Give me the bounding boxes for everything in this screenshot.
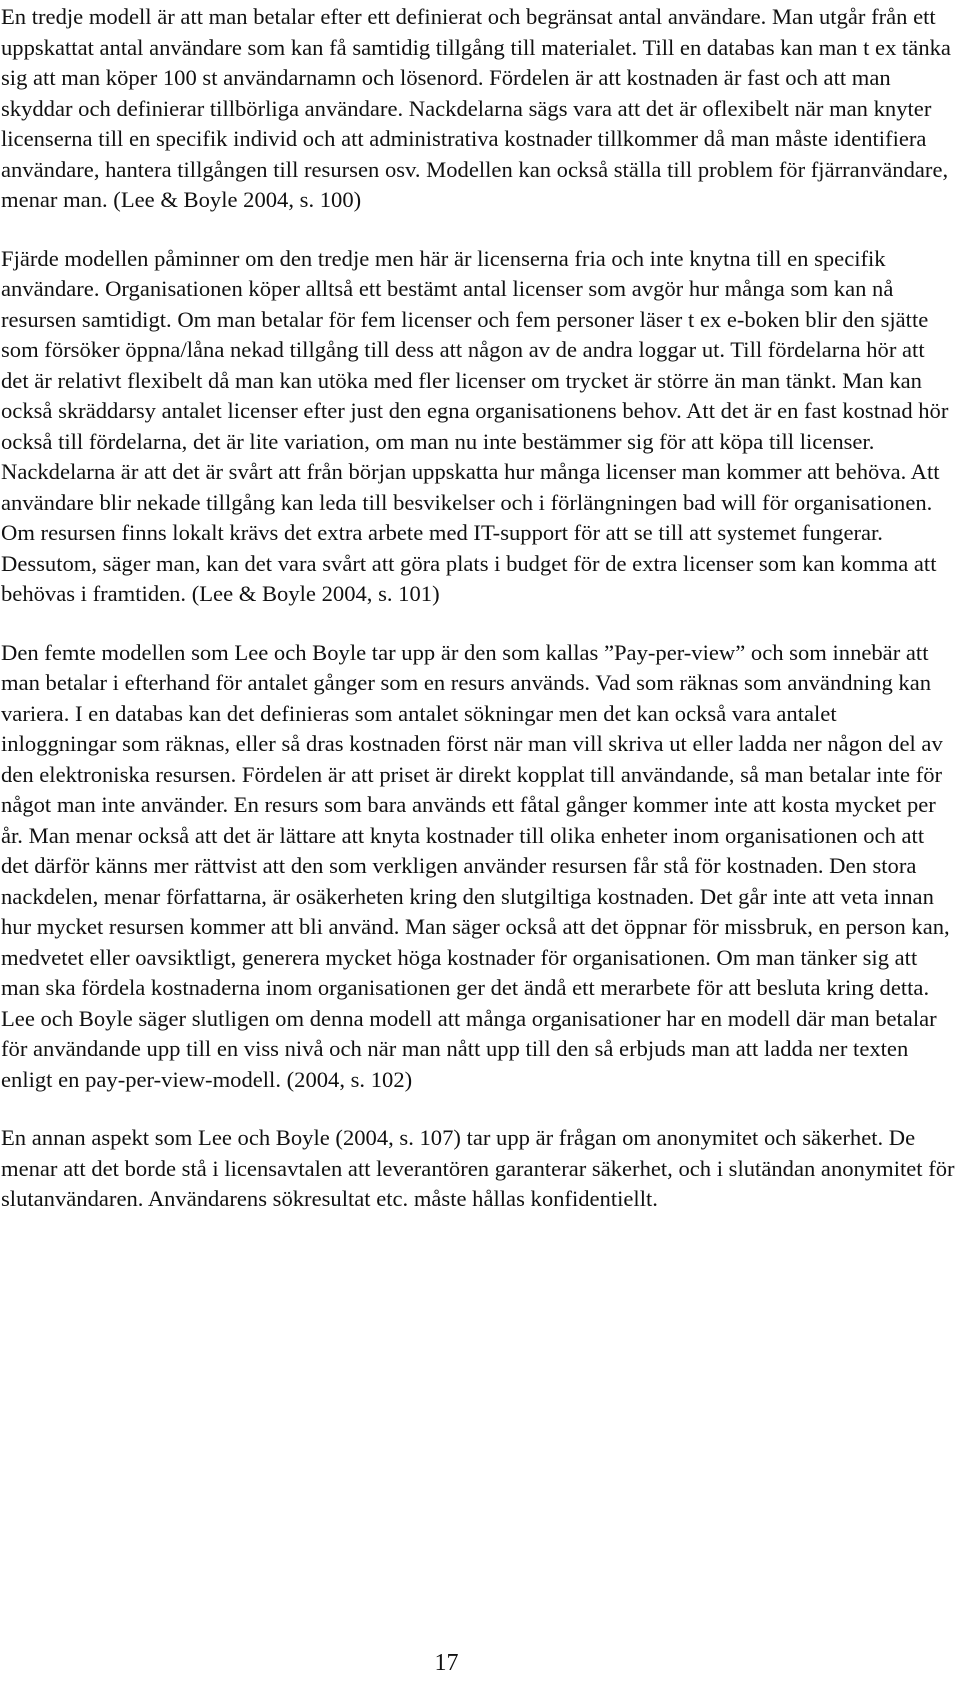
- paragraph-third-model: En tredje modell är att man betalar efter ett definierat och begränsat antal användare. Man utgår från ett uppskattat antal användare som kan få samtidig tillgång till materialet. Till en databas kan man t ex tänka sig att man köper 100 st användarnamn och lösenord. Fördelen är att kostnaden är fast och att man skyddar och definierar tillbörliga användare. Nackdelarna sägs vara att det är oflexibelt när man knyter licenserna till en specifik individ och att administrativa kostnader tillkommer då man måste identifiera användare, hantera tillgången till resursen osv. Modellen kan också ställa till problem för fjärranvändare, menar man. (Lee & Boyle 2004, s. 100): [1, 4, 951, 212]
- page-number: 17: [434, 1650, 459, 1676]
- body-text: [1, 2, 956, 1243]
- paragraph-fifth-model: Den femte modellen som Lee och Boyle tar upp är den som kallas ”Pay-per-view” och som innebär att man betalar i efterhand för antalet gånger som en resurs används. Vad som räknas som användning kan variera. I en databas kan det definieras som antalet sökningar men det kan också vara antalet inloggningar som räknas, eller så dras kostnaden först när man vill skriva ut eller ladda ner någon del av den elektroniska resursen. Fördelen är att priset är direkt kopplat till användande, så man betalar inte för något man inte använder. En resurs som bara används ett fåtal gånger kommer inte att kosta mycket per år. Man menar också att det är lättare att knyta kostnader till olika enheter inom organisationen och att det därför känns mer rättvist att den som verkligen använder resursen får stå för kostnaden. Den stora nackdelen, menar författarna, är osäkerheten kring den slutgiltiga kostnaden. Det går inte att veta innan hur mycket resursen kommer att bli använd. Man säger också att det öppnar för missbruk, en person kan, medvetet eller oavsiktligt, generera mycket höga kostnader för organisationen. Om man tänker sig att man ska fördela kostnaderna inom organisationen ger det ändå ett merarbete för att besluta kring detta. Lee och Boyle säger slutligen om denna modell att många organisationer har en modell där man betalar för användande upp till en viss nivå och när man nått upp till den så erbjuds man att ladda ner texten enligt en pay-per-view-modell. (2004, s. 102): [1, 639, 950, 1092]
- paragraph-anonymity: En annan aspekt som Lee och Boyle (2004, s. 107) tar upp är frågan om anonymitet och säkerhet. De menar att det borde stå i licensavtalen att leverantören garanterar säkerhet, och i slutändan anonymitet för slutanvändaren. Användarens sökresultat etc. måste hållas konfidentiellt.: [1, 1125, 955, 1211]
- paragraph-fourth-model: Fjärde modellen påminner om den tredje men här är licenserna fria och inte knytna till en specifik användare. Organisationen köper alltså ett bestämt antal licenser som avgör hur många som kan nå resursen samtidigt. Om man betalar för fem licenser och fem personer läser t ex e-boken blir den sjätte som försöker öppna/låna nekad tillgång till dess att någon av de andra loggar ut. Till fördelarna hör att det är relativt flexibelt då man kan utöka med fler licenser om trycket är större än man tänkt. Man kan också skräddarsy antalet licenser efter just den egna organisationens behov. Att det är en fast kostnad hör också till fördelarna, det är lite variation, om man nu inte bestämmer sig för att köpa till licenser. Nackdelarna är att det är svårt att från början uppskatta hur många licenser man kommer att behöva. Att användare blir nekade tillgång kan leda till besvikelser och i förlängningen bad will för organisationen. Om resursen finns lokalt krävs det extra arbete med IT-support för att se till att systemet fungerar. Dessutom, säger man, kan det vara svårt att göra plats i budget för de extra licenser som kan komma att behövas i framtiden. (Lee & Boyle 2004, s. 101): [1, 245, 949, 606]
